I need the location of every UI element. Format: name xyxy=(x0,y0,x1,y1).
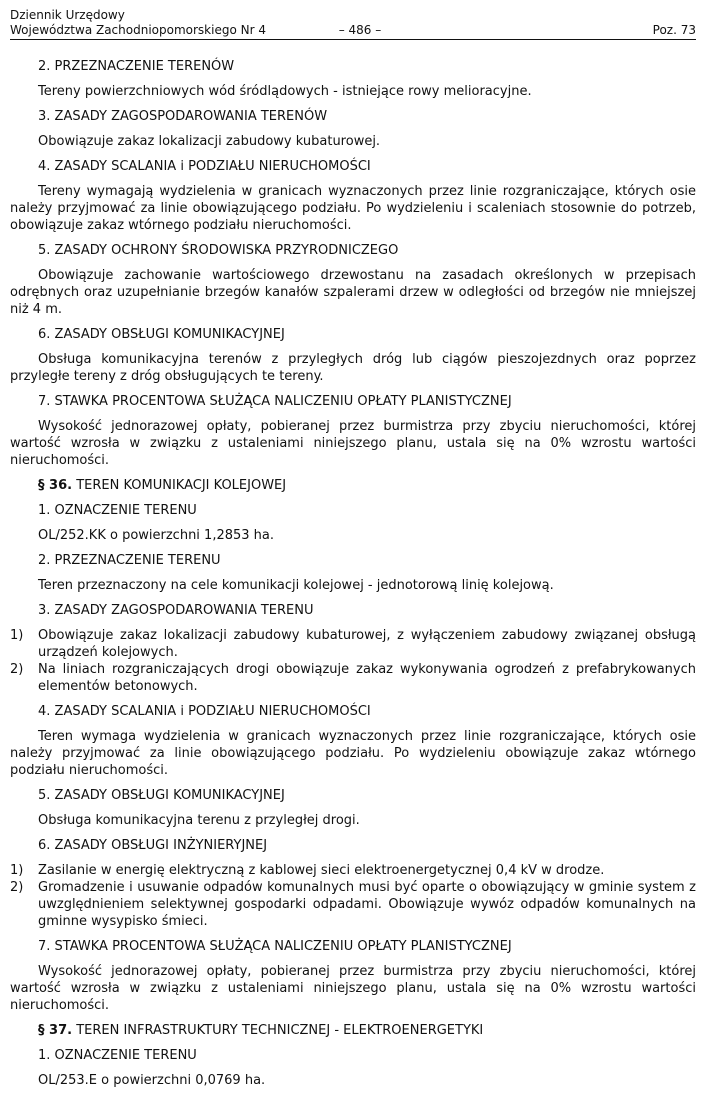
journal-subtitle: Województwa Zachodniopomorskiego Nr 4 xyxy=(10,23,266,37)
list-item-number: 2) xyxy=(10,880,24,895)
body-paragraph: Wysokość jednorazowej opłaty, pobieranej przez burmistrza przy zbyciu nieruchomości, której wartość wzrosła w związku z ustaleniami niniejszego planu, ustala się na 0% wzrostu wartości nieruchomości. xyxy=(10,964,696,1013)
document-body xyxy=(10,58,696,1097)
section-heading: 5. ZASADY OBSŁUGI KOMUNIKACYJNEJ xyxy=(38,788,285,803)
body-paragraph: Tereny powierzchniowych wód śródlądowych - istniejące rowy melioracyjne. xyxy=(38,84,532,99)
section-heading: 5. ZASADY OCHRONY ŚRODOWISKA PRZYRODNICZEGO xyxy=(38,243,399,258)
position-number: Poz. 73 xyxy=(652,23,696,37)
section-heading: 2. PRZEZNACZENIE TERENÓW xyxy=(38,59,235,74)
body-paragraph: OL/253.E o powierzchni 0,0769 ha. xyxy=(38,1073,266,1088)
section-heading: 4. ZASADY SCALANIA i PODZIAŁU NIERUCHOMOŚCI xyxy=(38,159,371,174)
section-heading: 6. ZASADY OBSŁUGI INŻYNIERYJNEJ xyxy=(38,838,268,853)
body-paragraph: Obowiązuje zachowanie wartościowego drzewostanu na zasadach określonych w przepisach odrębnych oraz uzupełnianie brzegów kanałów szpalerami drzew w odległości od brzegów nie mniejszej niż 4 m. xyxy=(10,268,696,317)
section-heading: 7. STAWKA PROCENTOWA SŁUŻĄCA NALICZENIU OPŁATY PLANISTYCZNEJ xyxy=(38,394,512,409)
section-heading: 2. PRZEZNACZENIE TERENU xyxy=(38,553,221,568)
header-row xyxy=(10,23,696,40)
list-item-text: Gromadzenie i usuwanie odpadów komunalnych musi być oparte o obowiązujący w gminie system z uwzględnieniem selektywnej gospodarki odpadami. Obowiązuje wywóz odpadów komunalnych na gminne wysypisko śmieci. xyxy=(38,880,696,929)
numbered-list xyxy=(10,862,696,930)
section-heading: 4. ZASADY SCALANIA i PODZIAŁU NIERUCHOMOŚCI xyxy=(38,704,371,719)
section-heading: 7. STAWKA PROCENTOWA SŁUŻĄCA NALICZENIU OPŁATY PLANISTYCZNEJ xyxy=(38,939,512,954)
body-paragraph: Teren przeznaczony na cele komunikacji kolejowej - jednotorową linię kolejową. xyxy=(38,578,554,593)
section-heading: 1. OZNACZENIE TERENU xyxy=(38,1048,197,1063)
numbered-list xyxy=(10,627,696,695)
body-paragraph: Tereny wymagają wydzielenia w granicach wyznaczonych przez linie rozgraniczające, których osie należy przyjmować za linie obowiązującego podziału. Po wydzieleniu i scaleniach stosownie do potrzeb, obowiązuje zakaz wtórnego podziału nieruchomości. xyxy=(10,184,696,233)
journal-title: Dziennik Urzędowy xyxy=(10,8,125,22)
paragraph-symbol: § 37. xyxy=(38,1023,73,1038)
list-item-text: Na liniach rozgraniczających drogi obowiązuje zakaz wykonywania ogrodzeń z prefabrykowanych elementów betonowych. xyxy=(38,662,696,694)
list-item-number: 1) xyxy=(10,628,24,643)
list-item xyxy=(10,879,696,930)
body-paragraph: OL/252.KK o powierzchni 1,2853 ha. xyxy=(38,528,275,543)
list-item xyxy=(10,627,696,661)
list-item xyxy=(10,862,696,879)
section-heading: 1. OZNACZENIE TERENU xyxy=(38,503,197,518)
list-item-text: Obowiązuje zakaz lokalizacji zabudowy kubaturowej, z wyłączeniem zabudowy związanej obsługą urządzeń kolejowych. xyxy=(38,628,696,660)
section-heading: 3. ZASADY ZAGOSPODAROWANIA TERENÓW xyxy=(38,109,328,124)
body-paragraph: Obsługa komunikacyjna terenów z przyległych dróg lub ciągów pieszojezdnych oraz poprzez przyległe tereny z dróg obsługujących te tereny. xyxy=(10,352,696,384)
paragraph-heading xyxy=(10,1022,696,1039)
paragraph-heading-text: TEREN KOMUNIKACJI KOLEJOWEJ xyxy=(72,478,287,493)
page-header xyxy=(10,8,696,40)
section-heading: 6. ZASADY OBSŁUGI KOMUNIKACYJNEJ xyxy=(38,327,285,342)
body-paragraph: Obowiązuje zakaz lokalizacji zabudowy kubaturowej. xyxy=(38,134,381,149)
paragraph-heading xyxy=(10,477,696,494)
page-number: – 486 – xyxy=(338,23,382,37)
list-item-number: 2) xyxy=(10,662,24,677)
list-item-number: 1) xyxy=(10,863,24,878)
section-heading: 3. ZASADY ZAGOSPODAROWANIA TERENU xyxy=(38,603,314,618)
list-item-text: Zasilanie w energię elektryczną z kablowej sieci elektroenergetycznej 0,4 kV w drodze. xyxy=(38,863,605,878)
paragraph-heading-text: TEREN INFRASTRUKTURY TECHNICZNEJ - ELEKTROENERGETYKI xyxy=(72,1023,484,1038)
body-paragraph: Teren wymaga wydzielenia w granicach wyznaczonych przez linie rozgraniczające, których osie należy przyjmować za linie obowiązującego podziału. Po wydzieleniu obowiązuje zakaz wtórnego podziału nieruchomości. xyxy=(10,729,696,778)
paragraph-symbol: § 36. xyxy=(38,478,73,493)
list-item xyxy=(10,661,696,695)
body-paragraph: Wysokość jednorazowej opłaty, pobieranej przez burmistrza przy zbyciu nieruchomości, której wartość wzrosła w związku z ustaleniami niniejszego planu, ustala się na 0% wzrostu wartości nieruchomości. xyxy=(10,419,696,468)
body-paragraph: Obsługa komunikacyjna terenu z przyległej drogi. xyxy=(38,813,360,828)
